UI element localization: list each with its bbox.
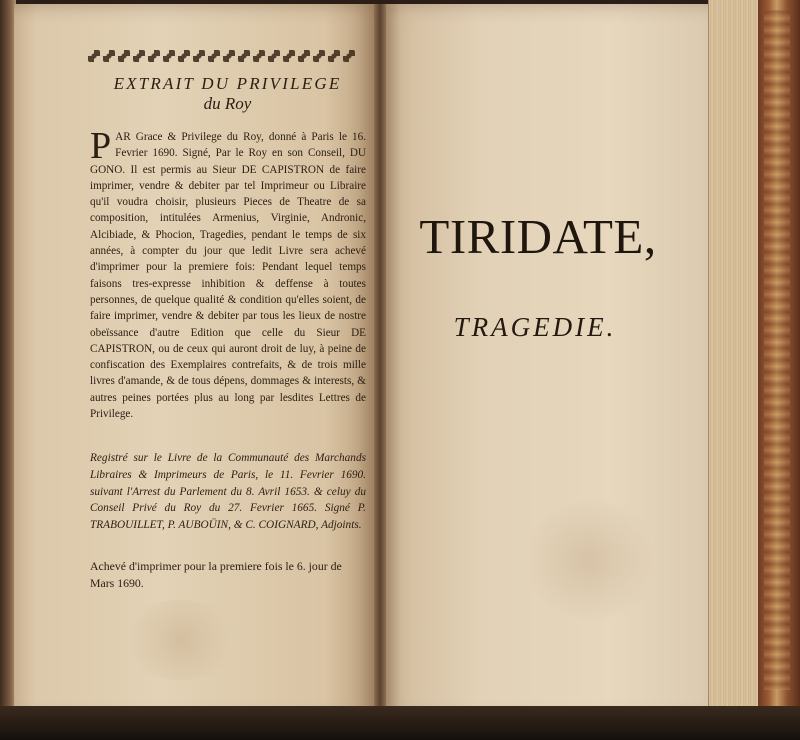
ornament-motif: [148, 50, 160, 62]
drop-cap: P: [90, 125, 112, 167]
ornament-motif: [328, 50, 340, 62]
ornament-motif: [208, 50, 220, 62]
privilege-text: [90, 125, 366, 422]
ornament-motif: [163, 50, 175, 62]
privilege-header-subtitle: du Roy: [203, 94, 252, 113]
decorative-ornament-band: [88, 48, 364, 64]
ornament-motif: [283, 50, 295, 62]
ornament-motif: [178, 50, 190, 62]
ornament-motif: [268, 50, 280, 62]
marbled-cover-pattern: [764, 10, 790, 690]
ornament-motif: [133, 50, 145, 62]
right-page: [380, 4, 710, 720]
registre-paragraph: Registré sur le Livre de la Communauté des Marchands Libraires & Imprimeurs de Paris, le 11. Fevrier 1690. suivant l'Arrest du Parlement du 8. Avril 1653. & celuy du Conseil Privé du Roy du 27. Fevrier 1665. Signé P. TRABOUILLET, P. AUBOÜIN, & C. COIGNARD, Adjoints.: [90, 452, 366, 532]
ornament-motif: [238, 50, 250, 62]
book-cover-bottom: [0, 706, 800, 740]
ornament-motif: [88, 50, 100, 62]
ornament-motif: [103, 50, 115, 62]
book-gutter: [374, 4, 386, 720]
ornament-motif: [253, 50, 265, 62]
privilege-header-title: EXTRAIT DU PRIVILEGE: [113, 74, 342, 93]
page-edges: [708, 0, 761, 706]
ornament-motif: [223, 50, 235, 62]
acheve-imprimer-paragraph: Achevé d'imprimer pour la premiere fois le 6. jour de Mars 1690.: [90, 559, 342, 590]
ornament-motif: [118, 50, 130, 62]
ornament-motif: [298, 50, 310, 62]
play-genre: TRAGEDIE.: [453, 312, 617, 342]
play-title: TIRIDATE,: [419, 209, 657, 264]
paper-stain: [120, 600, 240, 680]
ornament-motif: [343, 50, 355, 62]
paper-stain: [520, 500, 660, 620]
privilege-body-text: AR Grace & Privilege du Roy, donné à Paris le 16. Fevrier 1690. Signé, Par le Roy en son Conseil, DU GONO. Il est permis au Sieur DE CAPISTRON de faire imprimer, vendre & debiter par tel Imprimeur ou Libraire qu'il voudra choisir, plusieurs Pieces de Theatre de sa composition, intitulées Armenius, Virginie, Andronic, Alcibiade, & Phocion, Tragedies, pendant le temps de six années, à compter du jour que ledit Livre sera achevé d'imprimer pour la premiere fois: Pendant lequel temps faisons tres-expresse inhibition & deffense à toutes personnes, de quelque qualité & condition qu'elles soient, de faire imprimer, vendre & debiter par tous les lieux de nostre obeïssance d'autre Edition que celle du Sieur DE CAPISTRON, ou de ceux qui auront droit de luy, à peine de confiscation des Exemplaires contrefaits, & de trois mille livres d'amande, & de tous dépens, dommages & interests, & autres peines portées plus au long par lesdites Lettres de Privilege.: [90, 131, 366, 421]
ornament-motif: [313, 50, 325, 62]
ornament-motif: [193, 50, 205, 62]
